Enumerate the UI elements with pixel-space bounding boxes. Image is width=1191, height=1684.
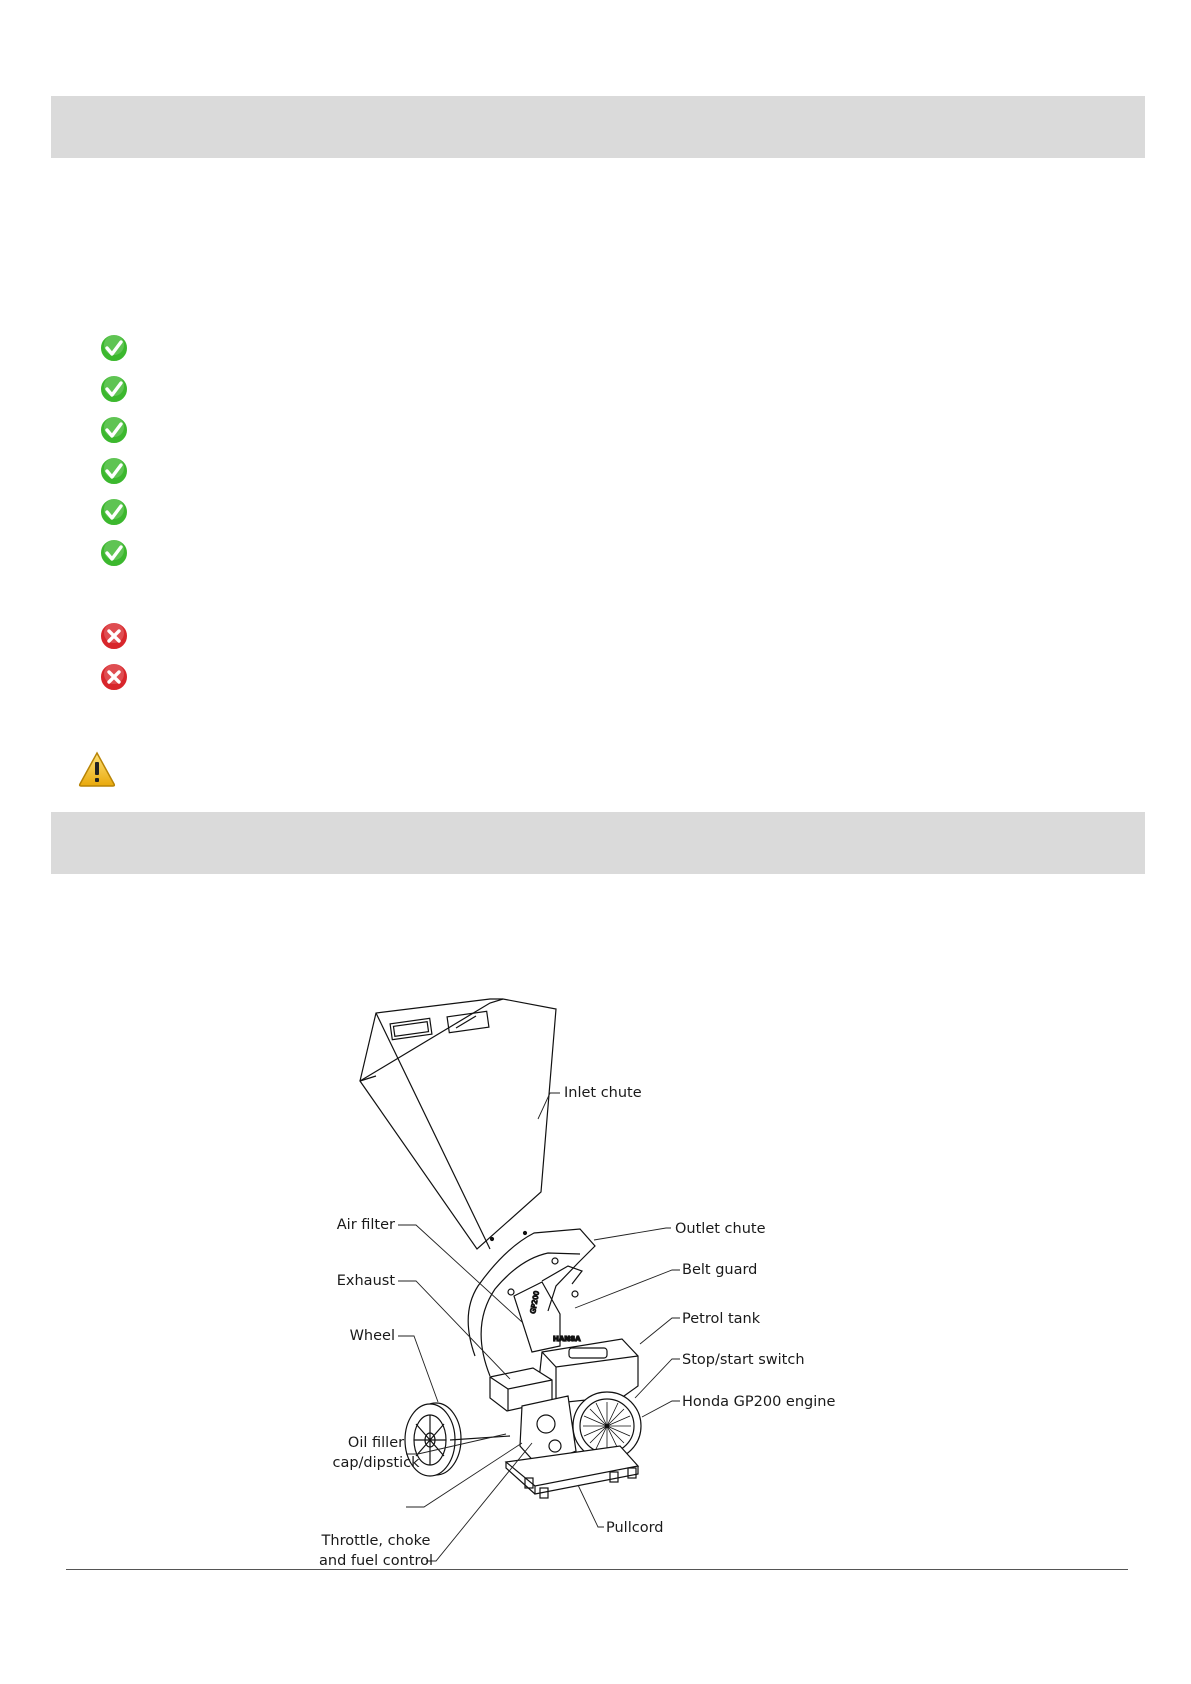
label-petrol-tank: Petrol tank xyxy=(682,1311,761,1327)
label-wheel: Wheel xyxy=(349,1328,395,1344)
label-exhaust: Exhaust xyxy=(336,1273,395,1289)
check-circle-icon xyxy=(99,415,129,445)
footer-divider xyxy=(66,1569,1128,1570)
label-air-filter: Air filter xyxy=(336,1217,395,1233)
svg-text:HANSA: HANSA xyxy=(553,1335,581,1343)
section-header-band xyxy=(51,96,1145,158)
label-honda-engine: Honda GP200 engine xyxy=(682,1394,836,1410)
label-throttle-line1: Throttle, choke xyxy=(321,1533,431,1549)
section-header-band-2 xyxy=(51,812,1145,874)
label-inlet-chute: Inlet chute xyxy=(564,1085,642,1101)
label-outlet-chute: Outlet chute xyxy=(675,1221,766,1237)
label-throttle-line2: and fuel control xyxy=(318,1553,434,1569)
check-circle-icon xyxy=(99,333,129,363)
chipper-drawing xyxy=(360,999,641,1498)
cross-circle-icon xyxy=(99,662,129,692)
label-stop-start-switch: Stop/start switch xyxy=(682,1352,805,1368)
cross-circle-icon xyxy=(99,621,129,651)
check-circle-icon xyxy=(99,374,129,404)
warning-triangle-icon xyxy=(78,751,116,787)
wood-chipper-diagram xyxy=(318,996,880,1569)
label-belt-guard: Belt guard xyxy=(682,1262,758,1278)
label-pullcord: Pullcord xyxy=(606,1520,664,1536)
check-circle-icon xyxy=(99,456,129,486)
label-oil-filler-line1: Oil filler xyxy=(347,1435,405,1451)
svg-text:GP200: GP200 xyxy=(529,1290,541,1315)
check-circle-icon xyxy=(99,497,129,527)
label-oil-filler-line2: cap/dipstick xyxy=(332,1455,420,1471)
check-circle-icon xyxy=(99,538,129,568)
